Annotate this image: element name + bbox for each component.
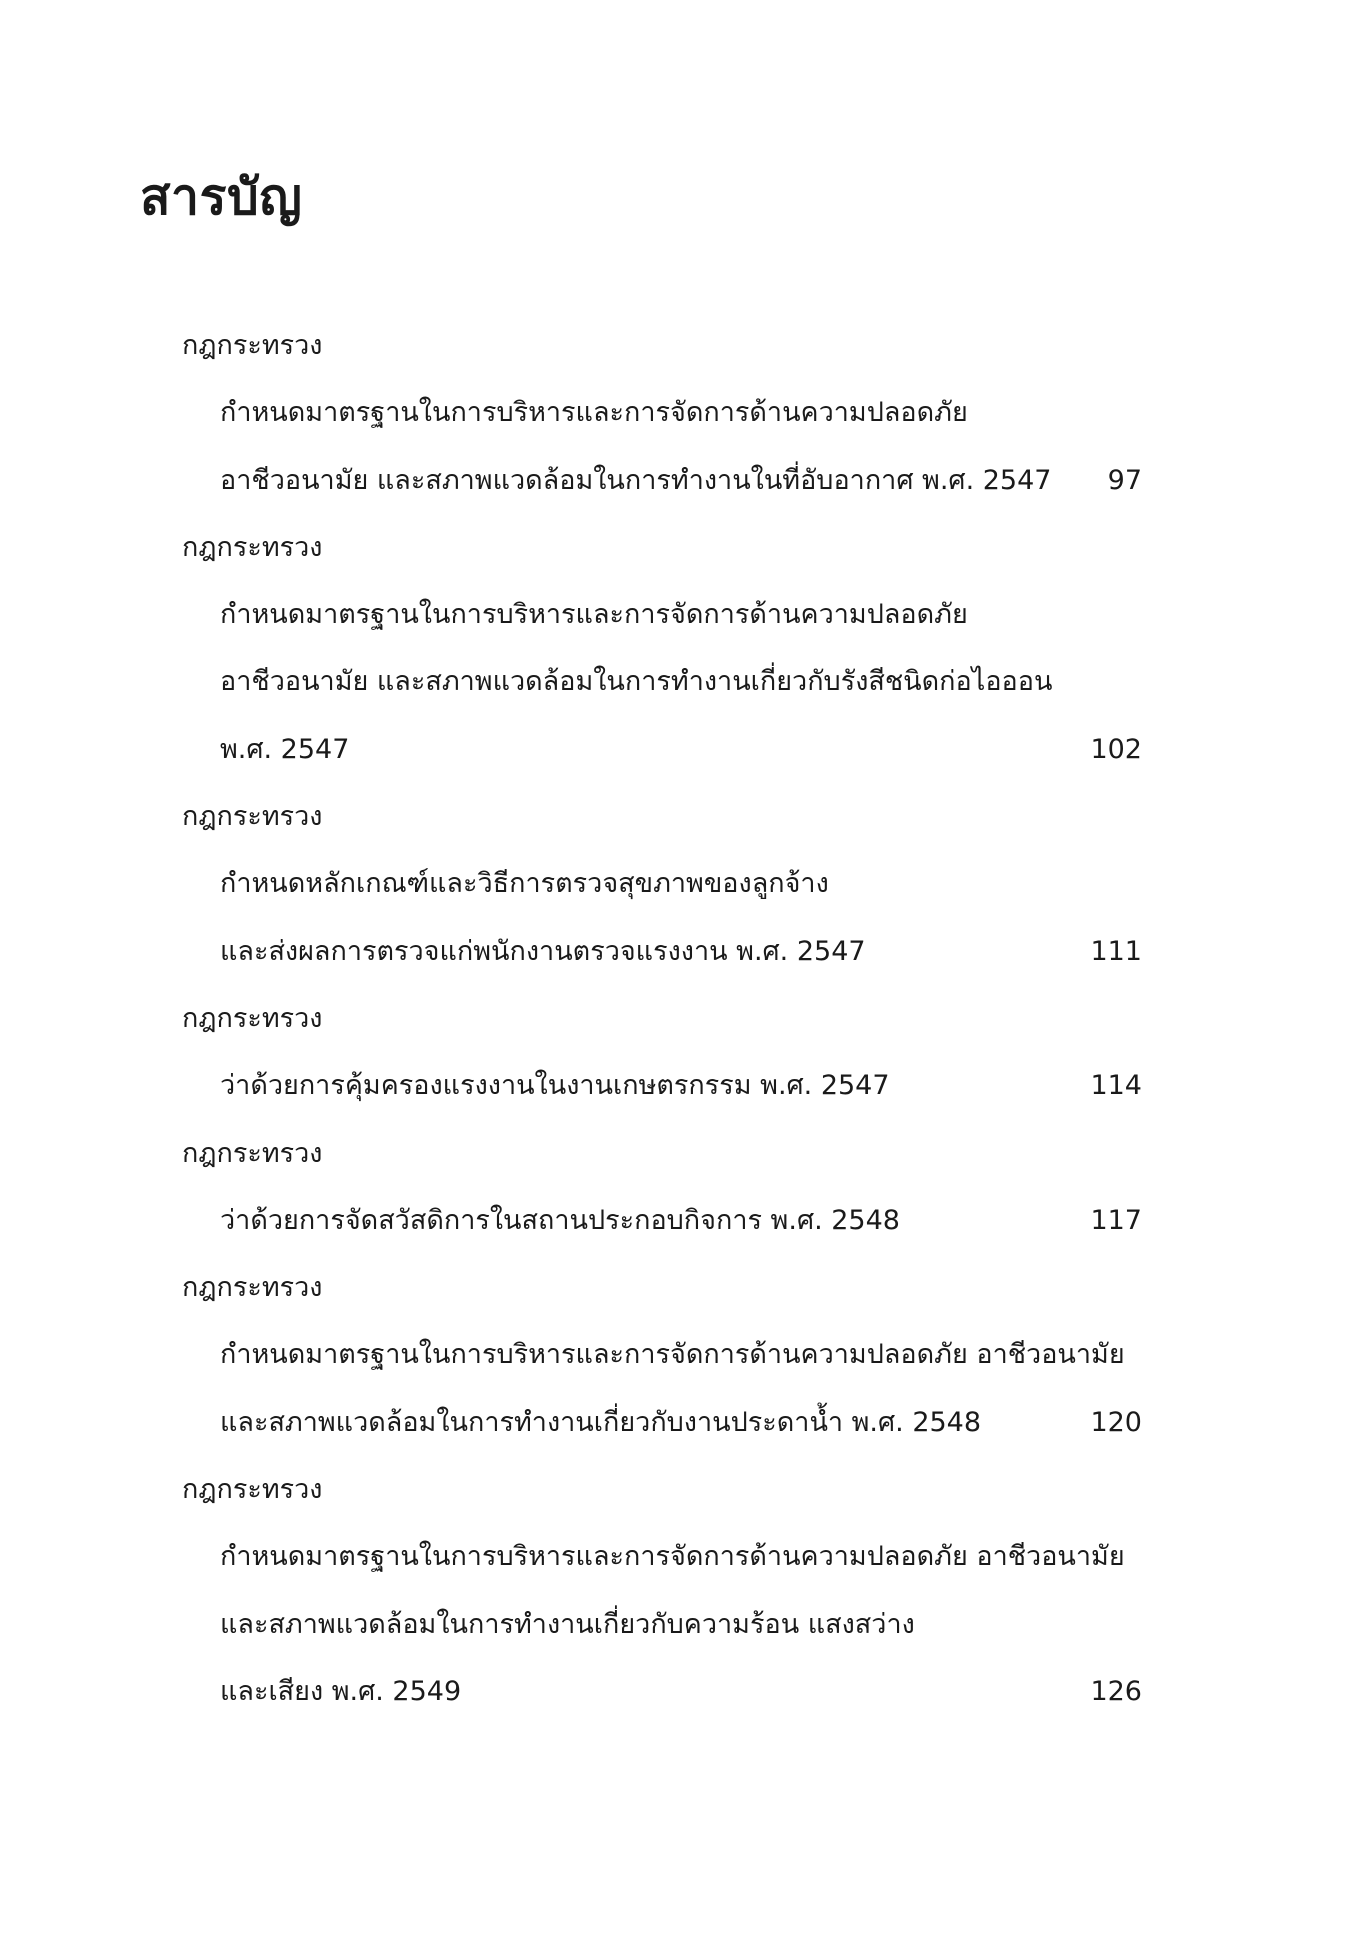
toc-entry-text: อาชีวอนามัย และสภาพแวดล้อมในการทำงานในที่อับอากาศ พ.ศ. 2547: [220, 464, 1052, 496]
toc-heading-text: กฎกระทรวง: [182, 801, 323, 833]
toc-entry-text: ว่าด้วยการจัดสวัสดิการในสถานประกอบกิจการ พ.ศ. 2548: [220, 1204, 900, 1236]
toc-entry-line: [182, 1389, 1142, 1456]
toc-section-heading: [182, 1254, 1142, 1321]
toc-section-heading: [182, 514, 1142, 581]
toc-entry-line: [182, 1658, 1142, 1725]
toc-entry-text: และสภาพแวดล้อมในการทำงานเกี่ยวกับความร้อน แสงสว่าง: [220, 1608, 915, 1640]
toc-entry-text: และส่งผลการตรวจแก่พนักงานตรวจแรงงาน พ.ศ. 2547: [220, 935, 866, 967]
toc-entry-line: [182, 1052, 1142, 1119]
toc-page-number: 111: [1090, 935, 1142, 967]
toc-page-number: 120: [1090, 1406, 1142, 1438]
toc-heading-text: กฎกระทรวง: [182, 1272, 323, 1304]
toc-heading-text: กฎกระทรวง: [182, 531, 323, 563]
toc-entry-text: กำหนดมาตรฐานในการบริหารและการจัดการด้านความปลอดภัย อาชีวอนามัย: [220, 1339, 1125, 1371]
toc-entry-text: และเสียง พ.ศ. 2549: [220, 1675, 462, 1707]
toc-entry-line: [182, 581, 1142, 648]
toc-section-heading: [182, 985, 1142, 1052]
toc-entry-line: [182, 918, 1142, 985]
toc-entry-line: [182, 1591, 1142, 1658]
table-of-contents: [182, 312, 1142, 1725]
toc-entry-line: [182, 850, 1142, 917]
toc-entry-line: [182, 716, 1142, 783]
toc-heading-text: กฎกระทรวง: [182, 1474, 323, 1506]
toc-heading-text: กฎกระทรวง: [182, 1002, 323, 1034]
toc-page-number: 102: [1090, 733, 1142, 765]
toc-entry-text: กำหนดมาตรฐานในการบริหารและการจัดการด้านความปลอดภัย: [220, 599, 968, 631]
toc-page-number: 126: [1090, 1675, 1142, 1707]
toc-entry-line: [182, 1321, 1142, 1388]
toc-entry-text: กำหนดมาตรฐานในการบริหารและการจัดการด้านความปลอดภัย อาชีวอนามัย: [220, 1541, 1125, 1573]
toc-section-heading: [182, 1456, 1142, 1523]
toc-section-heading: [182, 783, 1142, 850]
toc-entry-text: ว่าด้วยการคุ้มครองแรงงานในงานเกษตรกรรม พ.ศ. 2547: [220, 1070, 890, 1102]
toc-entry-text: อาชีวอนามัย และสภาพแวดล้อมในการทำงานเกี่ยวกับรังสีชนิดก่อไอออน: [220, 666, 1053, 698]
toc-entry-text: พ.ศ. 2547: [220, 733, 350, 765]
toc-entry-line: [182, 648, 1142, 715]
toc-section-heading: [182, 312, 1142, 379]
toc-entry-text: และสภาพแวดล้อมในการทำงานเกี่ยวกับงานประดาน้ำ พ.ศ. 2548: [220, 1406, 982, 1438]
page-title: สารบัญ: [140, 168, 303, 226]
toc-section-heading: [182, 1120, 1142, 1187]
toc-entry-line: [182, 1187, 1142, 1254]
toc-heading-text: กฎกระทรวง: [182, 1137, 323, 1169]
toc-entry-text: กำหนดหลักเกณฑ์และวิธีการตรวจสุขภาพของลูกจ้าง: [220, 868, 829, 900]
toc-page-number: 114: [1090, 1070, 1142, 1102]
toc-page-number: 97: [1107, 464, 1142, 496]
toc-entry-line: [182, 447, 1142, 514]
toc-entry-line: [182, 379, 1142, 446]
toc-entry-line: [182, 1523, 1142, 1590]
toc-page-number: 117: [1090, 1204, 1142, 1236]
toc-heading-text: กฎกระทรวง: [182, 330, 323, 361]
toc-entry-text: กำหนดมาตรฐานในการบริหารและการจัดการด้านความปลอดภัย: [220, 397, 968, 429]
